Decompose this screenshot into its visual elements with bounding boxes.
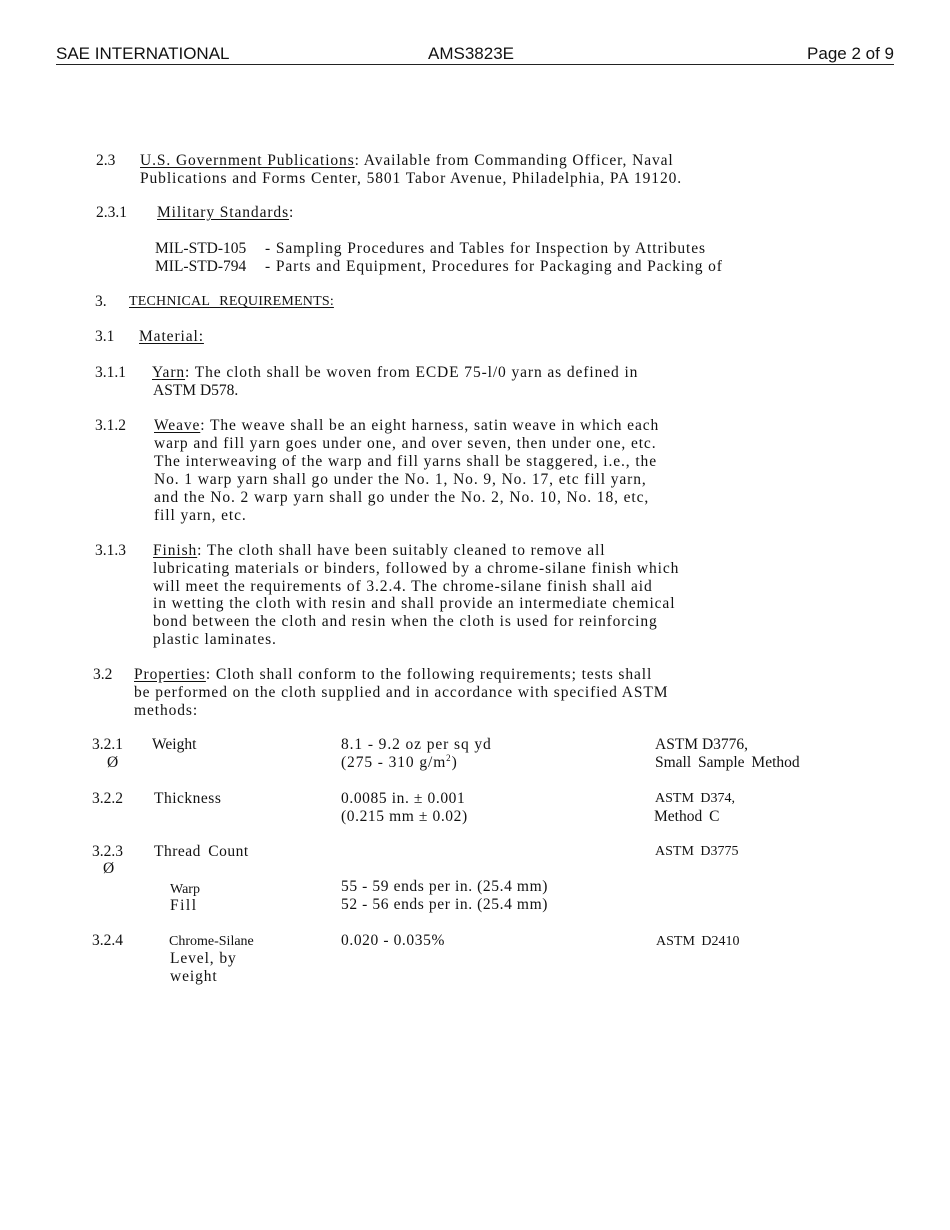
- prop-weight-value2-close: ): [451, 754, 458, 771]
- section-3-1-3-line2: lubricating materials or binders, followed by a chrome-silane finish which: [153, 560, 680, 577]
- prop-weight-method2: Small Sample Method: [655, 754, 800, 771]
- prop-thickness-value1: 0.0085 in. ± 0.001: [341, 790, 466, 807]
- section-3-1-3-line6: plastic laminates.: [153, 631, 277, 648]
- prop-thickness-value2: (0.215 mm ± 0.02): [341, 808, 468, 825]
- prop-chrome-silane-name1: Chrome-Silane: [169, 934, 254, 949]
- section-3-2-text: : Cloth shall conform to the following requirements; tests shall: [205, 666, 653, 683]
- section-3-2-line2: be performed on the cloth supplied and in accordance with specified ASTM: [134, 684, 669, 701]
- section-3-1-2-line5: and the No. 2 warp yarn shall go under the No. 2, No. 10, No. 18, etc,: [154, 489, 650, 506]
- section-3-1-3-line3: will meet the requirements of 3.2.4. The chrome-silane finish shall aid: [153, 578, 653, 595]
- section-3-1-2-text: : The weave shall be an eight harness, satin weave in which each: [200, 417, 660, 434]
- section-3-1-1-number: 3.1.1: [95, 364, 126, 381]
- prop-warp-label: Warp: [170, 882, 200, 897]
- prop-thickness-method2: Method C: [654, 808, 720, 825]
- section-3-1-3-title: Finish: [153, 542, 198, 559]
- prop-chrome-silane-value: 0.020 - 0.035%: [341, 932, 445, 949]
- section-3-2-number: 3.2: [93, 666, 113, 683]
- section-3-title: TECHNICAL REQUIREMENTS:: [129, 294, 334, 309]
- section-3-1-1-line2: ASTM D578.: [153, 382, 239, 399]
- prop-chrome-silane-method: ASTM D2410: [656, 934, 740, 949]
- section-2-3-line2: Publications and Forms Center, 5801 Tabor Avenue, Philadelphia, PA 19120.: [140, 170, 683, 187]
- page-header: [56, 44, 894, 65]
- section-2-3-line1: [140, 152, 674, 170]
- section-2-3-1-heading: [157, 204, 294, 222]
- prop-weight-name: Weight: [152, 736, 197, 753]
- header-page-number: Page 2 of 9: [807, 44, 894, 63]
- prop-weight-value2-main: (275 - 310 g/m: [341, 754, 447, 771]
- prop-weight-number: 3.2.1: [92, 736, 123, 753]
- section-3-2-title: Properties: [134, 666, 206, 683]
- section-2-3-1-number: 2.3.1: [96, 204, 127, 221]
- std-2-id: MIL-STD-794: [155, 258, 247, 275]
- section-2-3-number: 2.3: [96, 152, 116, 169]
- section-3-2-line3: methods:: [134, 702, 199, 719]
- section-3-1-1-title: Yarn: [152, 364, 186, 381]
- prop-thread-count-number: 3.2.3: [92, 843, 123, 860]
- std-2-desc: - Parts and Equipment, Procedures for Packaging and Packing of: [265, 258, 723, 275]
- section-3-1-3-line5: bond between the cloth and resin when the cloth is used for reinforcing: [153, 613, 658, 630]
- section-3-1-3-line1: [153, 542, 605, 560]
- prop-chrome-silane-name2: Level, by: [170, 950, 237, 967]
- prop-fill-label: Fill: [170, 897, 198, 914]
- section-3-1-3-number: 3.1.3: [95, 542, 126, 559]
- section-3-1-1-line1: [152, 364, 638, 382]
- section-3-1-2-line6: fill yarn, etc.: [154, 507, 247, 524]
- prop-thread-count-method: ASTM D3775: [655, 844, 739, 859]
- section-3-1-2-line4: No. 1 warp yarn shall go under the No. 1, No. 9, No. 17, etc fill yarn,: [154, 471, 647, 488]
- std-1-desc: - Sampling Procedures and Tables for Inspection by Attributes: [265, 240, 706, 257]
- section-3-1-2-number: 3.1.2: [95, 417, 126, 434]
- section-3-1-1-text: : The cloth shall be woven from ECDE 75-l/0 yarn as defined in: [185, 364, 639, 381]
- section-2-3-1-title: Military Standards: [157, 204, 290, 221]
- prop-thickness-name: Thickness: [154, 790, 222, 807]
- prop-weight-value1: 8.1 - 9.2 oz per sq yd: [341, 736, 492, 753]
- header-org: SAE INTERNATIONAL: [56, 44, 230, 63]
- section-3-1-2-line1: [154, 417, 659, 435]
- prop-thickness-number: 3.2.2: [92, 790, 123, 807]
- prop-weight-method1: ASTM D3776,: [655, 736, 749, 753]
- section-3-number: 3.: [95, 293, 107, 310]
- section-3-1-3-line4: in wetting the cloth with resin and shall provide an intermediate chemical: [153, 595, 676, 612]
- section-2-3-title: U.S. Government Publications: [140, 152, 355, 169]
- section-2-3-text1: : Available from Commanding Officer, Naval: [354, 152, 674, 169]
- section-2-3-1-colon: :: [289, 204, 295, 221]
- prop-weight-value2: [341, 754, 458, 772]
- std-1-id: MIL-STD-105: [155, 240, 247, 257]
- prop-fill-value: 52 - 56 ends per in. (25.4 mm): [341, 896, 548, 913]
- header-doc-id: AMS3823E: [428, 44, 514, 63]
- prop-thread-count-change-mark: Ø: [103, 860, 115, 877]
- prop-chrome-silane-name3: weight: [170, 968, 218, 985]
- section-3-2-line1: [134, 666, 652, 684]
- section-3-1-3-text: : The cloth shall have been suitably cleaned to remove all: [197, 542, 606, 559]
- prop-thread-count-name: Thread Count: [154, 843, 249, 860]
- prop-chrome-silane-number: 3.2.4: [92, 932, 123, 949]
- prop-thickness-method1: ASTM D374,: [655, 791, 736, 806]
- section-3-1-2-line2: warp and fill yarn goes under one, and over seven, then under one, etc.: [154, 435, 657, 452]
- prop-warp-value: 55 - 59 ends per in. (25.4 mm): [341, 878, 548, 895]
- section-3-1-2-title: Weave: [154, 417, 201, 434]
- prop-weight-change-mark: Ø: [107, 754, 119, 771]
- section-3-1-number: 3.1: [95, 328, 115, 345]
- section-3-1-title: Material:: [139, 328, 204, 345]
- prop-weight-value2-sup: 2: [446, 752, 452, 763]
- section-3-1-2-line3: The interweaving of the warp and fill yarns shall be staggered, i.e., the: [154, 453, 657, 470]
